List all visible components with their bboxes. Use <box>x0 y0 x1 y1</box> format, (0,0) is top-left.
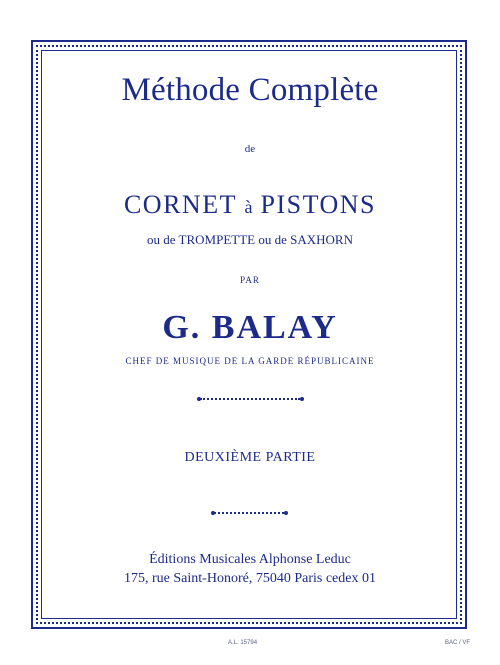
instrument-heading <box>0 190 500 220</box>
ornament-divider-top <box>200 398 300 400</box>
cover-de: de <box>244 143 256 155</box>
ornament-dot <box>284 511 288 515</box>
publisher-address: 175, rue Saint-Honoré, 75040 Paris cedex 01 <box>124 571 376 586</box>
footer-code: BAC / VF <box>445 640 471 646</box>
cover-par: PAR <box>240 275 260 285</box>
ornament-dot <box>300 397 304 401</box>
ornament-divider-bottom <box>214 512 284 514</box>
ornament-dot <box>197 397 201 401</box>
catalog-number: A.L. 15794 <box>228 640 258 646</box>
instrument-join: à <box>244 197 253 217</box>
cover-title: Méthode Complète <box>121 72 379 108</box>
part-label: DEUXIÈME PARTIE <box>184 450 316 465</box>
instrument-alternatives: ou de TROMPETTE ou de SAXHORN <box>147 232 353 247</box>
publisher-name: Éditions Musicales Alphonse Leduc <box>149 552 351 567</box>
author-role: CHEF DE MUSIQUE DE LA GARDE RÉPUBLICAINE <box>125 356 375 366</box>
ornament-dot <box>211 511 215 515</box>
instrument-pistons: PISTONS <box>260 190 377 219</box>
instrument-cornet: CORNET <box>123 190 237 219</box>
author-name: G. BALAY <box>162 309 338 346</box>
